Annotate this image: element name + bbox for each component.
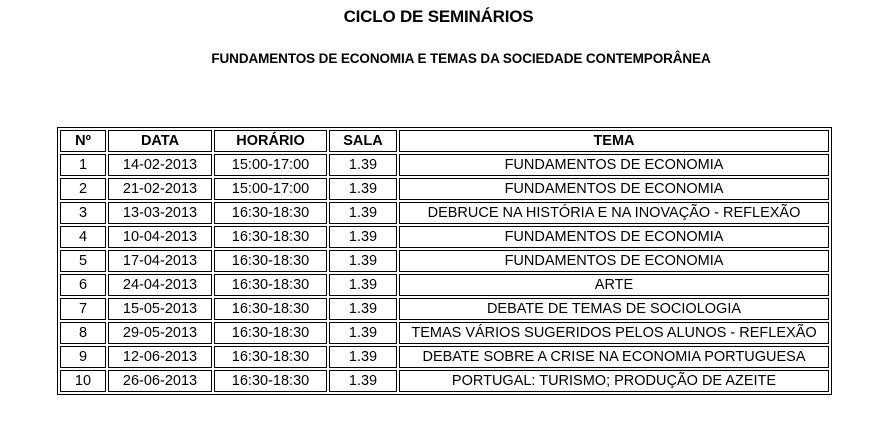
cell-number: 3 <box>60 202 106 224</box>
table-row <box>60 178 829 200</box>
table-row <box>60 226 829 248</box>
cell-time: 16:30-18:30 <box>214 226 327 248</box>
cell-theme: DEBATE SOBRE A CRISE NA ECONOMIA PORTUGUESA <box>399 346 829 368</box>
document-subtitle: FUNDAMENTOS DE ECONOMIA E TEMAS DA SOCIEDADE CONTEMPORÂNEA <box>211 51 711 66</box>
cell-date: 17-04-2013 <box>108 250 212 272</box>
cell-room: 1.39 <box>329 178 397 200</box>
cell-theme: FUNDAMENTOS DE ECONOMIA <box>399 250 829 272</box>
cell-time: 15:00-17:00 <box>214 178 327 200</box>
cell-number: 5 <box>60 250 106 272</box>
cell-room: 1.39 <box>329 370 397 392</box>
cell-number: 4 <box>60 226 106 248</box>
cell-room: 1.39 <box>329 202 397 224</box>
table-row <box>60 370 829 392</box>
cell-number: 6 <box>60 274 106 296</box>
cell-number: 1 <box>60 154 106 176</box>
table-row <box>60 298 829 320</box>
cell-room: 1.39 <box>329 154 397 176</box>
cell-room: 1.39 <box>329 322 397 344</box>
cell-date: 10-04-2013 <box>108 226 212 248</box>
cell-time: 15:00-17:00 <box>214 154 327 176</box>
header-theme: TEMA <box>399 130 829 152</box>
cell-room: 1.39 <box>329 346 397 368</box>
document-title: CICLO DE SEMINÁRIOS <box>343 7 534 26</box>
cell-theme: DEBRUCE NA HISTÓRIA E NA INOVAÇÃO - REFLEXÃO <box>399 202 829 224</box>
header-room: SALA <box>329 130 397 152</box>
cell-theme: FUNDAMENTOS DE ECONOMIA <box>399 226 829 248</box>
cell-date: 15-05-2013 <box>108 298 212 320</box>
cell-room: 1.39 <box>329 274 397 296</box>
cell-theme: FUNDAMENTOS DE ECONOMIA <box>399 178 829 200</box>
cell-theme: DEBATE DE TEMAS DE SOCIOLOGIA <box>399 298 829 320</box>
cell-room: 1.39 <box>329 250 397 272</box>
header-date: DATA <box>108 130 212 152</box>
cell-date: 26-06-2013 <box>108 370 212 392</box>
cell-room: 1.39 <box>329 226 397 248</box>
cell-date: 24-04-2013 <box>108 274 212 296</box>
cell-time: 16:30-18:30 <box>214 250 327 272</box>
cell-number: 9 <box>60 346 106 368</box>
cell-theme: PORTUGAL: TURISMO; PRODUÇÃO DE AZEITE <box>399 370 829 392</box>
table-row <box>60 274 829 296</box>
header-time: HORÁRIO <box>214 130 327 152</box>
cell-date: 13-03-2013 <box>108 202 212 224</box>
cell-date: 14-02-2013 <box>108 154 212 176</box>
table-row <box>60 202 829 224</box>
cell-theme: ARTE <box>399 274 829 296</box>
cell-date: 12-06-2013 <box>108 346 212 368</box>
cell-number: 10 <box>60 370 106 392</box>
cell-theme: TEMAS VÁRIOS SUGERIDOS PELOS ALUNOS - REFLEXÃO <box>399 322 829 344</box>
cell-date: 21-02-2013 <box>108 178 212 200</box>
cell-time: 16:30-18:30 <box>214 202 327 224</box>
table-row <box>60 322 829 344</box>
table-row <box>60 250 829 272</box>
cell-time: 16:30-18:30 <box>214 322 327 344</box>
cell-number: 2 <box>60 178 106 200</box>
cell-number: 8 <box>60 322 106 344</box>
cell-theme: FUNDAMENTOS DE ECONOMIA <box>399 154 829 176</box>
table-row <box>60 346 829 368</box>
header-number: Nº <box>60 130 106 152</box>
cell-number: 7 <box>60 298 106 320</box>
cell-date: 29-05-2013 <box>108 322 212 344</box>
table-header-row <box>60 130 829 152</box>
cell-time: 16:30-18:30 <box>214 346 327 368</box>
cell-time: 16:30-18:30 <box>214 298 327 320</box>
cell-room: 1.39 <box>329 298 397 320</box>
cell-time: 16:30-18:30 <box>214 370 327 392</box>
table-row <box>60 154 829 176</box>
cell-time: 16:30-18:30 <box>214 274 327 296</box>
seminar-schedule-table <box>57 127 832 395</box>
